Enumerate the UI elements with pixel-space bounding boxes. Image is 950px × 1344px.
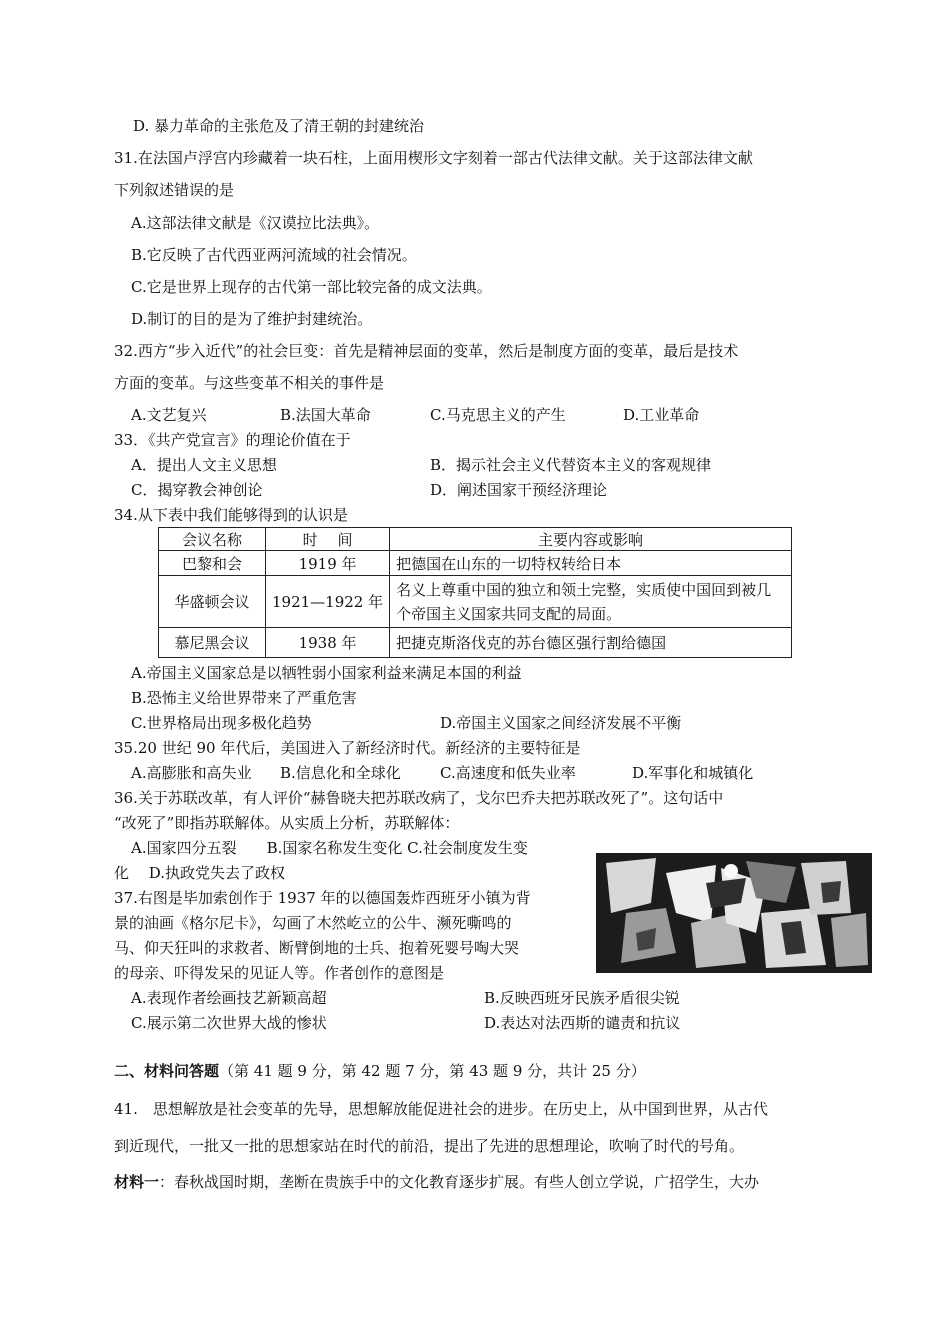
q36-options-line2: 化 D.执政党失去了政权 [114, 864, 286, 882]
table-header-row [159, 528, 792, 551]
q31-option-b: B.它反映了古代西亚两河流域的社会情况。 [131, 246, 417, 264]
q34-option-c: C.世界格局出现多极化趋势 [131, 714, 312, 732]
q31-option-d: D.制订的目的是为了维护封建统治。 [131, 310, 373, 328]
section2-title: 二、材料问答题 [114, 1062, 220, 1080]
q33-option-b: B．揭示社会主义代替资本主义的客观规律 [430, 456, 712, 474]
q34-option-b: B.恐怖主义给世界带来了严重危害 [131, 689, 357, 707]
q33-option-c: C．揭穿教会神创论 [131, 481, 263, 499]
q35-option-c: C.高速度和低失业率 [440, 764, 576, 782]
material1-label: 材料一 [114, 1173, 160, 1191]
q31-stem-line2: 下列叙述错误的是 [114, 181, 235, 199]
q36-stem-line2: “改死了”即指苏联解体。从实质上分析，苏联解体： [114, 814, 460, 832]
q33-option-d: D．阐述国家干预经济理论 [430, 481, 608, 499]
section2-scoring: （第 41 题 9 分，第 42 题 7 分，第 43 题 9 分，共计 25 分） [219, 1062, 646, 1080]
q32-option-b: B.法国大革命 [280, 406, 371, 424]
q37-option-b: B.反映西班牙民族矛盾很尖锐 [484, 989, 680, 1007]
guernica-painting-image [596, 853, 872, 973]
q35-stem: 35.20 世纪 90 年代后，美国进入了新经济时代。新经济的主要特征是 [114, 739, 581, 757]
q31-stem-line1: 31.在法国卢浮宫内珍藏着一块石柱，上面用楔形文字刻着一部古代法律文献。关于这部法律文献 [114, 149, 753, 167]
q37-stem-line2: 景的油画《格尔尼卡》，勾画了木然屹立的公牛、濒死嘶鸣的 [114, 914, 512, 932]
q32-stem-line2: 方面的变革。与这些变革不相关的事件是 [114, 374, 385, 392]
table-cell: 把德国在山东的一切特权转给日本 [390, 551, 792, 576]
table-row [159, 576, 792, 628]
table-cell: 慕尼黑会议 [159, 628, 266, 658]
q35-option-a: A.高膨胀和高失业 [131, 764, 252, 782]
q30-option-d: D. 暴力革命的主张危及了清王朝的封建统治 [133, 117, 425, 135]
table-cell: 把捷克斯洛伐克的苏台德区强行割给德国 [390, 628, 792, 658]
q37-stem-line1: 37.右图是毕加索创作于 1937 年的以德国轰炸西班牙小镇为背 [114, 889, 531, 907]
q35-option-d: D.军事化和城镇化 [632, 764, 754, 782]
table-cell: 1938 年 [266, 628, 390, 658]
section2-heading [114, 1061, 646, 1081]
q34-option-a: A.帝国主义国家总是以牺牲弱小国家利益来满足本国的利益 [131, 664, 522, 682]
conference-table [158, 527, 792, 658]
table-cell: 名义上尊重中国的独立和领土完整，实质使中国回到被几个帝国主义国家共同支配的局面。 [390, 576, 792, 628]
table-header: 会议名称 [159, 528, 266, 551]
q37-option-c: C.展示第二次世界大战的惨状 [131, 1014, 327, 1032]
table-header: 主要内容或影响 [390, 528, 792, 551]
q37-option-d: D.表达对法西斯的谴责和抗议 [484, 1014, 681, 1032]
q41-stem-line2: 到近现代，一批又一批的思想家站在时代的前沿，提出了先进的思想理论，吹响了时代的号角。 [114, 1137, 745, 1155]
q34-stem: 34.从下表中我们能够得到的认识是 [114, 506, 348, 524]
table-row [159, 551, 792, 576]
q37-stem-line4: 的母亲、吓得发呆的见证人等。作者创作的意图是 [114, 964, 445, 982]
q34-option-d: D.帝国主义国家之间经济发展不平衡 [440, 714, 682, 732]
table-cell: 1921—1922 年 [266, 576, 390, 628]
q31-option-a: A.这部法律文献是《汉谟拉比法典》。 [131, 214, 380, 232]
q35-option-b: B.信息化和全球化 [280, 764, 401, 782]
q36-options-line1: A.国家四分五裂 B.国家名称发生变化 C.社会制度发生变 [131, 839, 528, 857]
q32-option-d: D.工业革命 [623, 406, 700, 424]
q37-option-a: A.表现作者绘画技艺新颖高超 [131, 989, 327, 1007]
q31-option-c: C.它是世界上现存的古代第一部比较完备的成文法典。 [131, 278, 492, 296]
q32-stem-line1: 32.西方“步入近代”的社会巨变：首先是精神层面的变革，然后是制度方面的变革，最后是技术 [114, 342, 739, 360]
q37-stem-line3: 马、仰天狂叫的求救者、断臂倒地的士兵、抱着死婴号啕大哭 [114, 939, 520, 957]
q41-material1 [114, 1172, 759, 1192]
q32-option-a: A.文艺复兴 [131, 406, 207, 424]
table-cell: 华盛顿会议 [159, 576, 266, 628]
q33-stem: 33．《共产党宣言》的理论价值在于 [114, 431, 351, 449]
table-row [159, 628, 792, 658]
q36-stem-line1: 36.关于苏联改革，有人评价“赫鲁晓夫把苏联改病了，戈尔巴乔夫把苏联改死了”。这句话中 [114, 789, 724, 807]
table-header: 时 间 [266, 528, 390, 551]
table-cell: 巴黎和会 [159, 551, 266, 576]
q41-stem-line1: 41. 思想解放是社会变革的先导，思想解放能促进社会的进步。在历史上，从中国到世界，从古代 [114, 1100, 768, 1118]
q32-option-c: C.马克思主义的产生 [430, 406, 566, 424]
q33-option-a: A．提出人文主义思想 [131, 456, 277, 474]
material1-text: ：春秋战国时期，垄断在贵族手中的文化教育逐步扩展。有些人创立学说，广招学生，大办 [159, 1173, 760, 1191]
table-cell: 1919 年 [266, 551, 390, 576]
